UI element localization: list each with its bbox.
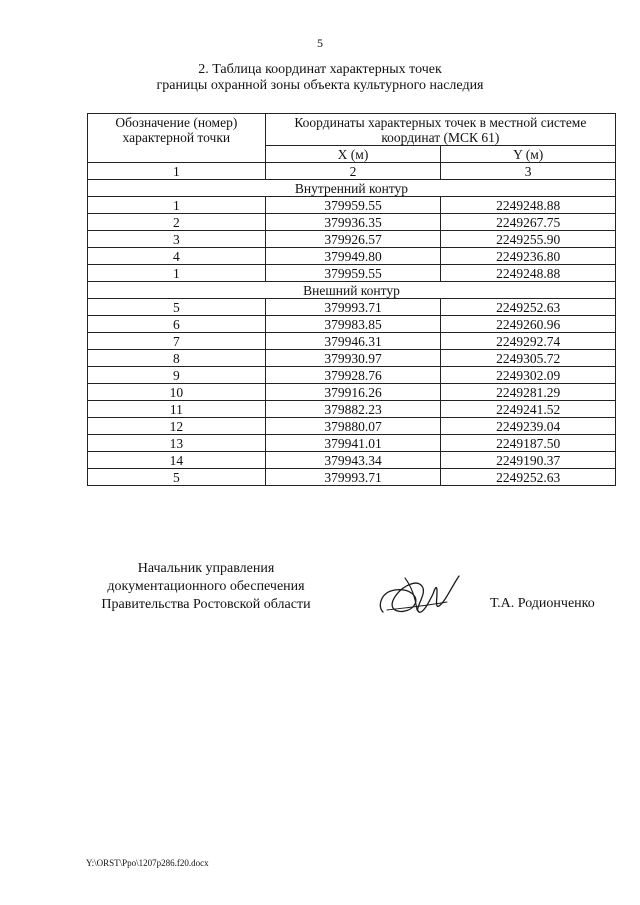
- y-coordinate: 2249267.75: [441, 214, 616, 231]
- section-title: Внешний контур: [88, 282, 616, 299]
- y-coordinate: 2249292.74: [441, 333, 616, 350]
- point-number: 1: [88, 265, 266, 282]
- x-coordinate: 379959.55: [265, 197, 441, 214]
- section-row: [88, 282, 616, 299]
- header-point-designation: Обозначение (номер) характерной точки: [88, 114, 266, 163]
- column-number: 3: [441, 163, 616, 180]
- x-coordinate: 379993.71: [265, 299, 441, 316]
- y-coordinate: 2249248.88: [441, 197, 616, 214]
- x-coordinate: 379959.55: [265, 265, 441, 282]
- y-coordinate: 2249260.96: [441, 316, 616, 333]
- point-number: 13: [88, 435, 266, 452]
- x-coordinate: 379983.85: [265, 316, 441, 333]
- position-line-1: Начальник управления: [137, 561, 275, 576]
- table-row: [88, 197, 616, 214]
- title-line-2: границы охранной зоны объекта культурного наследия: [156, 78, 484, 93]
- x-coordinate: 379946.31: [265, 333, 441, 350]
- y-coordinate: 2249190.37: [441, 452, 616, 469]
- section-row: [88, 180, 616, 197]
- table-row: [88, 384, 616, 401]
- table-row: [88, 214, 616, 231]
- document-title: [0, 62, 640, 94]
- column-number-row: [88, 163, 616, 180]
- point-number: 2: [88, 214, 266, 231]
- table-row: [88, 401, 616, 418]
- point-number: 11: [88, 401, 266, 418]
- x-coordinate: 379882.23: [265, 401, 441, 418]
- handwritten-signature: [375, 566, 465, 622]
- point-number: 5: [88, 299, 266, 316]
- table-row: [88, 452, 616, 469]
- column-number: 2: [265, 163, 441, 180]
- x-coordinate: 379880.07: [265, 418, 441, 435]
- y-coordinate: 2249248.88: [441, 265, 616, 282]
- point-number: 14: [88, 452, 266, 469]
- position-line-3: Правительства Ростовской области: [101, 597, 311, 612]
- x-coordinate: 379949.80: [265, 248, 441, 265]
- y-coordinate: 2249252.63: [441, 469, 616, 486]
- table-header-row: [88, 114, 616, 146]
- y-coordinate: 2249187.50: [441, 435, 616, 452]
- table-row: [88, 248, 616, 265]
- point-number: 9: [88, 367, 266, 384]
- signatory-name: Т.А. Родионченко: [490, 596, 595, 611]
- header-y: Y (м): [441, 146, 616, 163]
- table-row: [88, 367, 616, 384]
- x-coordinate: 379993.71: [265, 469, 441, 486]
- coordinates-table: [87, 113, 616, 486]
- header-x: X (м): [265, 146, 441, 163]
- signature-position: [86, 560, 326, 614]
- x-coordinate: 379943.34: [265, 452, 441, 469]
- table-row: [88, 231, 616, 248]
- x-coordinate: 379926.57: [265, 231, 441, 248]
- point-number: 4: [88, 248, 266, 265]
- point-number: 7: [88, 333, 266, 350]
- table-row: [88, 418, 616, 435]
- position-line-2: документационного обеспечения: [107, 579, 305, 594]
- y-coordinate: 2249241.52: [441, 401, 616, 418]
- x-coordinate: 379928.76: [265, 367, 441, 384]
- table-row: [88, 333, 616, 350]
- x-coordinate: 379916.26: [265, 384, 441, 401]
- point-number: 10: [88, 384, 266, 401]
- y-coordinate: 2249255.90: [441, 231, 616, 248]
- x-coordinate: 379930.97: [265, 350, 441, 367]
- table-row: [88, 350, 616, 367]
- point-number: 1: [88, 197, 266, 214]
- table-row: [88, 299, 616, 316]
- table-row: [88, 316, 616, 333]
- page-number: 5: [317, 36, 323, 50]
- table-row: [88, 469, 616, 486]
- y-coordinate: 2249281.29: [441, 384, 616, 401]
- point-number: 12: [88, 418, 266, 435]
- y-coordinate: 2249302.09: [441, 367, 616, 384]
- y-coordinate: 2249305.72: [441, 350, 616, 367]
- y-coordinate: 2249252.63: [441, 299, 616, 316]
- point-number: 3: [88, 231, 266, 248]
- table-row: [88, 435, 616, 452]
- y-coordinate: 2249236.80: [441, 248, 616, 265]
- x-coordinate: 379941.01: [265, 435, 441, 452]
- title-line-1: 2. Таблица координат характерных точек: [198, 62, 442, 77]
- y-coordinate: 2249239.04: [441, 418, 616, 435]
- header-coordinates: Координаты характерных точек в местной системе координат (МСК 61): [265, 114, 615, 146]
- x-coordinate: 379936.35: [265, 214, 441, 231]
- point-number: 5: [88, 469, 266, 486]
- point-number: 6: [88, 316, 266, 333]
- column-number: 1: [88, 163, 266, 180]
- file-path: Y:\ORST\Ppo\1207p286.f20.docx: [86, 858, 209, 868]
- section-title: Внутренний контур: [88, 180, 616, 197]
- point-number: 8: [88, 350, 266, 367]
- table-row: [88, 265, 616, 282]
